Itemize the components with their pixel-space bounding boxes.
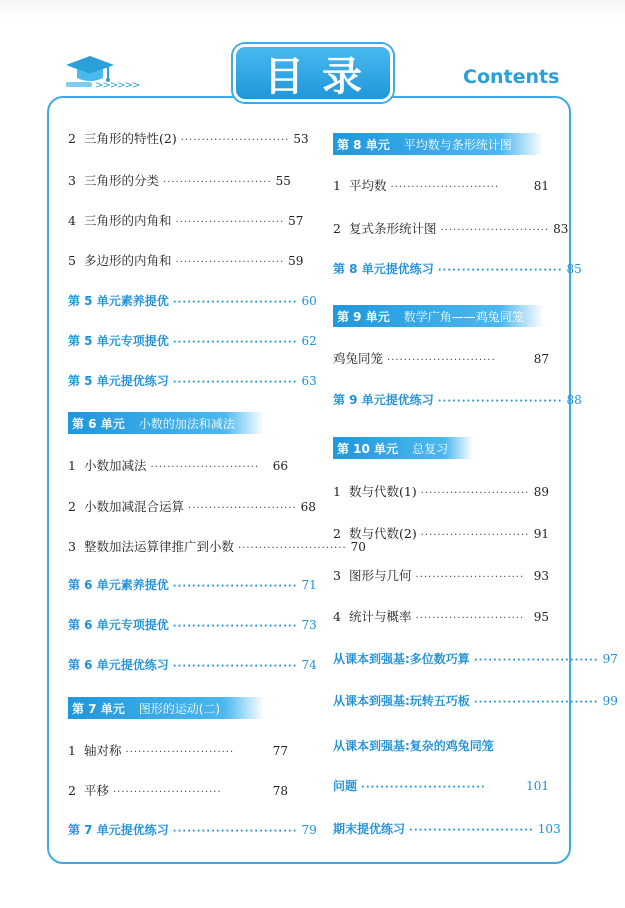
toc-entry[interactable]: 3 三角形的分类 ·························· 55 <box>68 173 291 188</box>
toc-entry-review[interactable]: 从课本到强基:复杂的鸡兔同笼 <box>333 739 494 753</box>
toc-entry-review[interactable]: 问题 ·························· 101 <box>333 779 549 793</box>
toc-entry-review[interactable]: 第 5 单元专项提优 ·························· 62 <box>68 334 317 348</box>
toc-entry[interactable]: 2 小数加减混合运算 ·························· 68 <box>68 499 316 514</box>
chevrons-right-icon: >>>>>> <box>95 80 140 91</box>
toc-entry-review[interactable]: 第 7 单元提优练习 ·························· 79 <box>68 823 317 837</box>
page-top-shading <box>0 0 625 22</box>
page-subtitle: Contents <box>463 66 560 88</box>
toc-entry-review[interactable]: 从课本到强基:多位数巧算 ·························· 97 <box>333 652 618 666</box>
toc-entry[interactable]: 2 复式条形统计图 ·························· 83 <box>333 221 569 236</box>
unit-header: 第 9 单元 数学广角——鸡兔同笼 <box>333 305 543 327</box>
toc-entry[interactable]: 3 整数加法运算律推广到小数 ·························· 70 <box>68 539 366 554</box>
page-title: 目录 <box>233 44 393 102</box>
toc-entry[interactable]: 4 三角形的内角和 ·························· 57 <box>68 213 304 228</box>
unit-header: 第 6 单元 小数的加法和减法 <box>68 412 264 434</box>
toc-entry[interactable]: 2 平移 ·························· 78 <box>68 783 288 798</box>
toc-entry-review[interactable]: 第 5 单元素养提优 ·························· 60 <box>68 294 317 308</box>
unit-header: 第 10 单元 总复习 <box>333 437 473 459</box>
toc-entry-review[interactable]: 第 9 单元提优练习 ·························· 88 <box>333 393 582 407</box>
toc-entry[interactable]: 1 数与代数(1) ·························· 89 <box>333 484 549 499</box>
toc-entry-review[interactable]: 第 5 单元提优练习 ·························· 63 <box>68 374 317 388</box>
toc-entry[interactable]: 5 多边形的内角和 ·························· 59 <box>68 253 304 268</box>
toc-entry[interactable]: 鸡兔同笼 ·························· 87 <box>333 351 549 366</box>
toc-entry-review[interactable]: 第 6 单元提优练习 ·························· 74 <box>68 658 317 672</box>
toc-entry-review[interactable]: 从课本到强基:玩转五巧板 ·························· 99 <box>333 694 618 708</box>
toc-entry[interactable]: 1 小数加减法 ·························· 66 <box>68 458 288 473</box>
toc-entry-review[interactable]: 第 6 单元素养提优 ·························· 71 <box>68 578 317 592</box>
toc-entry-review[interactable]: 第 6 单元专项提优 ·························· 73 <box>68 618 317 632</box>
toc-entry[interactable]: 1 轴对称 ·························· 77 <box>68 743 288 758</box>
unit-header: 第 8 单元 平均数与条形统计图 <box>333 133 543 155</box>
toc-entry[interactable]: 1 平均数 ·························· 81 <box>333 178 549 193</box>
unit-header: 第 7 单元 图形的运动(二) <box>68 697 264 719</box>
toc-entry[interactable]: 2 数与代数(2) ·························· 91 <box>333 526 549 541</box>
toc-entry-review[interactable]: 期末提优练习 ·························· 103 <box>333 822 561 836</box>
toc-entry[interactable]: 4 统计与概率 ·························· 95 <box>333 609 549 624</box>
toc-entry[interactable]: 3 图形与几何 ·························· 93 <box>333 568 549 583</box>
toc-entry-review[interactable]: 第 8 单元提优练习 ·························· 85 <box>333 262 582 276</box>
toc-entry[interactable]: 2 三角形的特性(2) ·························· 53 <box>68 131 309 146</box>
